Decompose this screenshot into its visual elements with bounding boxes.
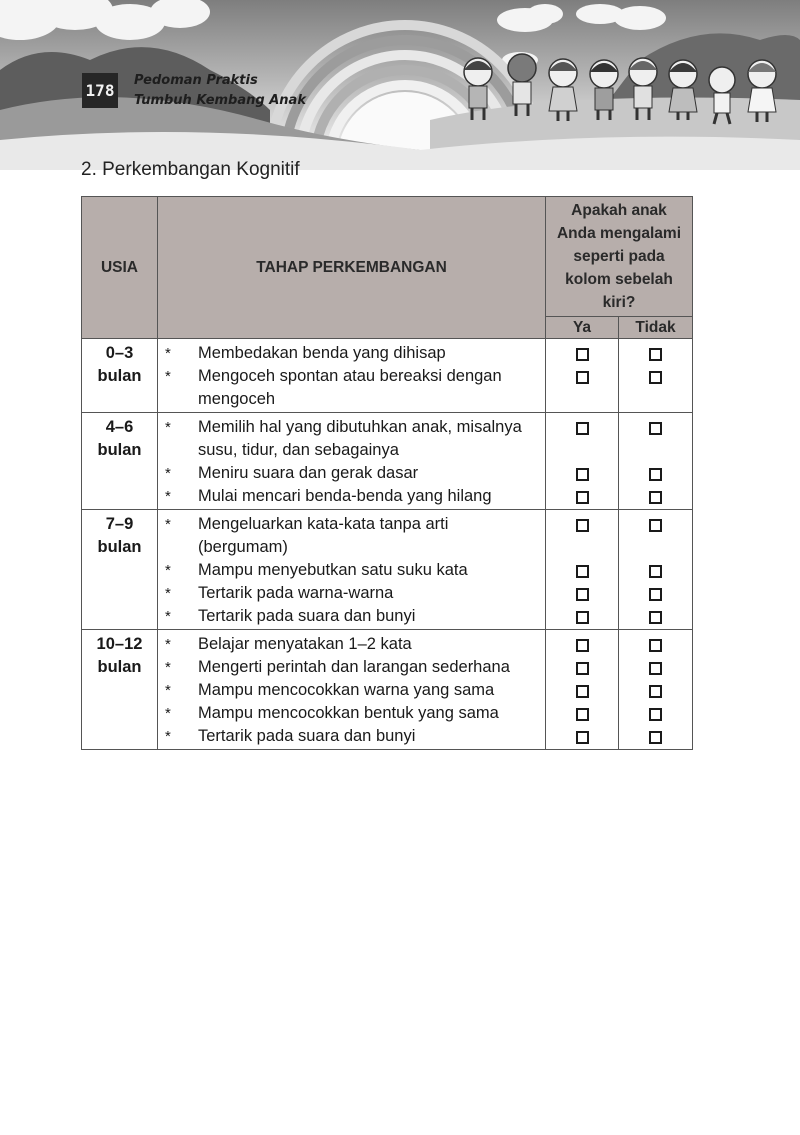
yes-checkbox[interactable] [576,611,589,624]
checkbox-slot [546,342,618,365]
checkbox-slot [546,679,618,702]
header-banner [0,0,800,170]
checkbox-slot [546,462,618,485]
table-row [82,630,693,750]
list-item [158,605,545,628]
checkbox-slot [546,485,618,508]
list-item [158,559,545,582]
yes-checkbox[interactable] [576,588,589,601]
checkbox-slot [619,725,692,748]
list-item [158,416,545,462]
asterisk-bullet-icon: * [165,368,171,385]
table-header [82,197,693,339]
checkbox-slot [546,513,618,559]
asterisk-bullet-icon: * [165,659,171,676]
checkbox-slot [619,679,692,702]
age-label: bulan [97,441,142,459]
list-item [158,342,545,365]
banner-illustration [0,0,800,170]
book-title-line1: Pedoman Praktis [134,73,258,88]
yes-checkbox[interactable] [576,685,589,698]
age-cell [82,630,158,750]
no-checkbox[interactable] [649,588,662,601]
asterisk-bullet-icon: * [165,728,171,745]
stage-cell [158,630,546,750]
no-checkbox[interactable] [649,491,662,504]
asterisk-bullet-icon: * [165,465,171,482]
list-item [158,582,545,605]
no-checkbox[interactable] [649,422,662,435]
no-checkbox[interactable] [649,565,662,578]
no-checkbox[interactable] [649,662,662,675]
stage-text: Meniru suara dan gerak dasar [198,464,419,482]
yes-checkbox[interactable] [576,708,589,721]
checkbox-slot [546,559,618,582]
age-cell [82,339,158,413]
col-age-header: USIA [82,197,158,339]
table-row [82,339,693,413]
asterisk-bullet-icon: * [165,516,171,533]
book-title-line2: Tumbuh Kembang Anak [134,93,306,108]
asterisk-bullet-icon: * [165,488,171,505]
col-stage-header: TAHAP PERKEMBANGAN [158,197,546,339]
checkbox-slot [619,513,692,559]
checkbox-slot [619,485,692,508]
yes-checkbox[interactable] [576,519,589,532]
col-no-header: Tidak [619,317,693,339]
age-label: 4–6 [105,418,134,436]
stage-text: Mengerti perintah dan larangan sederhana [198,658,510,676]
col-question-header: Apakah anak Anda mengalami seperti pada kolom sebelah kiri? [546,197,693,317]
age-group [82,510,693,630]
age-label: bulan [97,538,142,556]
checkbox-slot [546,725,618,748]
stage-text: Mulai mencari benda-benda yang hilang [198,487,492,505]
col-yes-header: Ya [546,317,619,339]
no-checkbox[interactable] [649,685,662,698]
stage-text: Mampu menyebutkan satu suku kata [198,561,468,579]
stage-cell [158,339,546,413]
yes-checkbox[interactable] [576,348,589,361]
checkbox-slot [619,656,692,679]
age-label: 7–9 [105,515,134,533]
no-cell [619,630,693,750]
age-label: 0–3 [105,344,134,362]
stage-text: Belajar menyatakan 1–2 kata [198,635,412,653]
yes-cell [546,339,619,413]
checkbox-slot [619,342,692,365]
checkbox-slot [619,605,692,628]
list-item [158,702,545,725]
checkbox-slot [546,582,618,605]
no-checkbox[interactable] [649,611,662,624]
no-checkbox[interactable] [649,708,662,721]
checkbox-slot [619,633,692,656]
stage-text: Memilih hal yang dibutuhkan anak, misalnya susu, tidur, dan sebagainya [198,418,522,459]
list-item [158,365,545,411]
checkbox-slot [546,702,618,725]
no-checkbox[interactable] [649,519,662,532]
checkbox-slot [619,702,692,725]
age-group [82,413,693,510]
list-item [158,633,545,656]
age-cell [82,510,158,630]
stage-cell [158,413,546,510]
stage-text: Membedakan benda yang dihisap [198,344,446,362]
age-label: 10–12 [96,635,143,653]
list-item [158,462,545,485]
yes-cell [546,630,619,750]
no-checkbox[interactable] [649,371,662,384]
yes-checkbox[interactable] [576,731,589,744]
stage-text: Tertarik pada suara dan bunyi [198,607,416,625]
asterisk-bullet-icon: * [165,585,171,602]
yes-checkbox[interactable] [576,371,589,384]
checkbox-slot [619,365,692,411]
checkbox-slot [546,416,618,462]
age-label: bulan [97,367,142,385]
table-row [82,510,693,630]
stage-cell [158,510,546,630]
development-checklist-table [81,196,693,750]
asterisk-bullet-icon: * [165,608,171,625]
asterisk-bullet-icon: * [165,682,171,699]
table-row [82,413,693,510]
checkbox-slot [546,365,618,411]
asterisk-bullet-icon: * [165,636,171,653]
yes-checkbox[interactable] [576,491,589,504]
checkbox-slot [546,605,618,628]
yes-checkbox[interactable] [576,422,589,435]
list-item [158,513,545,559]
no-checkbox[interactable] [649,639,662,652]
checkbox-slot [619,462,692,485]
checkbox-slot [619,416,692,462]
yes-cell [546,413,619,510]
no-checkbox[interactable] [649,348,662,361]
no-cell [619,510,693,630]
asterisk-bullet-icon: * [165,562,171,579]
list-item [158,485,545,508]
checkbox-slot [546,633,618,656]
checkbox-slot [546,656,618,679]
list-item [158,656,545,679]
no-cell [619,413,693,510]
yes-checkbox[interactable] [576,662,589,675]
age-group [82,630,693,750]
asterisk-bullet-icon: * [165,705,171,722]
asterisk-bullet-icon: * [165,419,171,436]
checkbox-slot [619,582,692,605]
yes-checkbox[interactable] [576,565,589,578]
stage-text: Tertarik pada warna-warna [198,584,394,602]
no-checkbox[interactable] [649,731,662,744]
age-cell [82,413,158,510]
stage-text: Mampu mencocokkan warna yang sama [198,681,495,699]
stage-text: Mengoceh spontan atau bereaksi dengan mengoceh [198,367,502,408]
page-number: 178 [82,73,118,108]
list-item [158,725,545,748]
age-label: bulan [97,658,142,676]
checkbox-slot [619,559,692,582]
yes-checkbox[interactable] [576,639,589,652]
list-item [158,679,545,702]
asterisk-bullet-icon: * [165,345,171,362]
no-cell [619,339,693,413]
stage-text: Tertarik pada suara dan bunyi [198,727,416,745]
section-title: 2. Perkembangan Kognitif [81,159,300,180]
age-group [82,339,693,413]
yes-checkbox[interactable] [576,468,589,481]
book-title [134,71,306,111]
no-checkbox[interactable] [649,468,662,481]
stage-text: Mampu mencocokkan bentuk yang sama [198,704,499,722]
yes-cell [546,510,619,630]
stage-text: Mengeluarkan kata-kata tanpa arti (bergumam) [198,515,449,556]
